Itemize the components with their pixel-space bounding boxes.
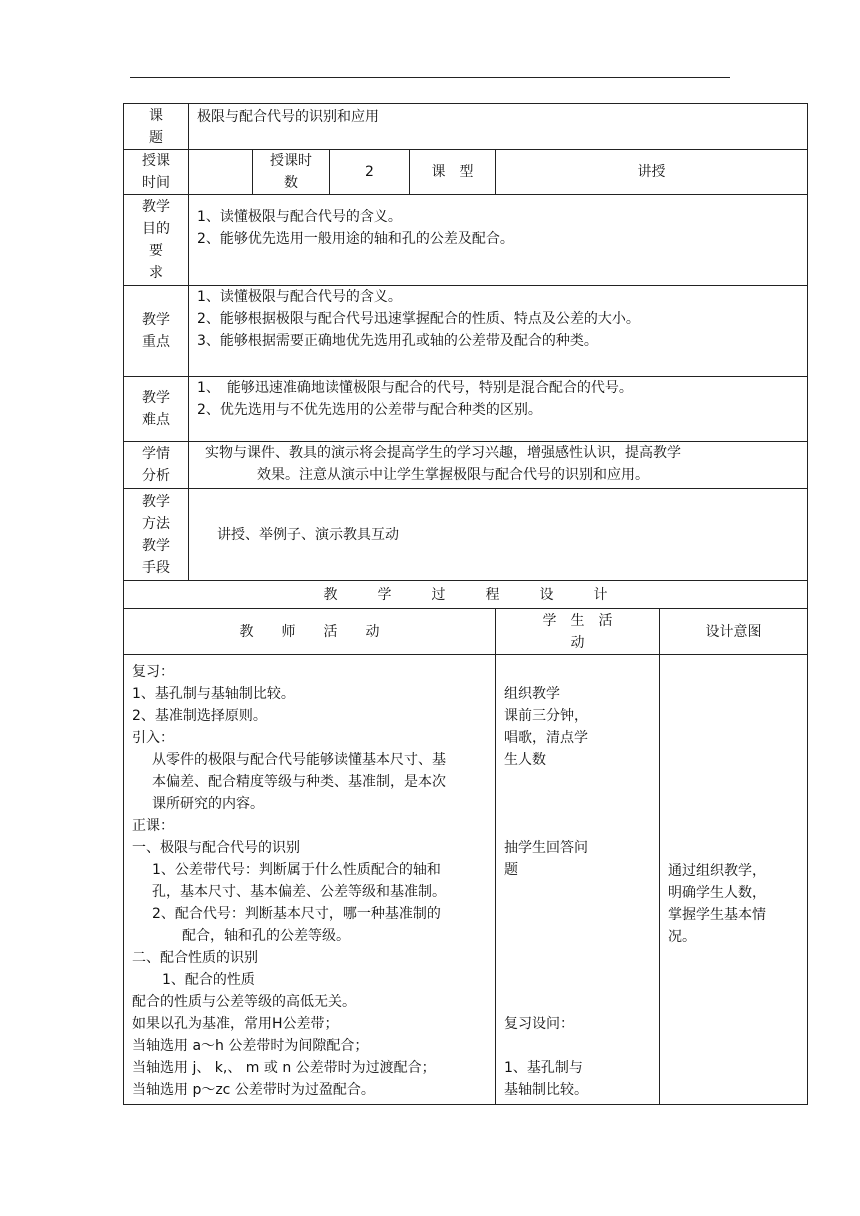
hours-label: 授课时 数 <box>253 150 330 195</box>
intent-line: 况。 <box>668 928 696 945</box>
difficulty-list <box>189 377 808 442</box>
teacher-line: 二、配合性质的识别 <box>132 949 258 966</box>
time-row <box>124 150 808 195</box>
topic-label: 课 题 <box>124 104 189 150</box>
type-value: 讲授 <box>496 150 808 195</box>
teacher-line: 当轴选用 a～h 公差带时为间隙配合； <box>132 1037 369 1054</box>
teacher-line: 1、公差带代号：判断属于什么性质配合的轴和 <box>152 861 441 878</box>
teacher-line: 1、配合的性质 <box>162 971 255 988</box>
key-item: 2、能够根据极限与配合代号迅速掌握配合的性质、特点及公差的大小。 <box>197 311 640 327</box>
goals-label: 教学 目的 要 求 <box>124 195 189 286</box>
analysis-text: 实物与课件、教具的演示将会提高学生的学习兴趣，增强感性认识，提高教学 效果。注意从演示中让学生掌握极限与配合代号的识别和应用。 <box>189 442 808 489</box>
student-activity <box>496 655 660 1105</box>
teacher-line: 一、极限与配合代号的识别 <box>132 839 300 856</box>
method-value: 讲授、举例子、演示教具互动 <box>189 489 808 581</box>
topic-row <box>124 104 808 150</box>
teacher-line: 配合，轴和孔的公差等级。 <box>182 927 350 944</box>
student-line: 基轴制比较。 <box>504 1081 588 1098</box>
goals-row <box>124 195 808 286</box>
student-line: 题 <box>504 861 518 878</box>
hours-value: 2 <box>330 150 410 195</box>
teacher-line: 本偏差、配合精度等级与种类、基准制，是本次 <box>152 773 446 790</box>
header-rule <box>130 77 730 78</box>
intent-line: 通过组织教学， <box>668 862 766 879</box>
time-label: 授课 时间 <box>124 150 189 195</box>
lesson-plan-table <box>123 103 808 1105</box>
teacher-line: 1、基孔制与基轴制比较。 <box>132 685 295 702</box>
method-row <box>124 489 808 581</box>
type-label: 课 型 <box>410 150 496 195</box>
analysis-row <box>124 442 808 489</box>
process-header-row <box>124 609 808 655</box>
key-row <box>124 286 808 377</box>
teacher-line: 复习： <box>132 663 174 680</box>
student-line: 组织教学 <box>504 685 560 702</box>
difficulty-item: 1、 能够迅速准确地读懂极限与配合的代号，特别是混合配合的代号。 <box>197 380 633 396</box>
process-title: 教 学 过 程 设 计 <box>124 581 808 609</box>
teacher-line: 2、基准制选择原则。 <box>132 707 267 724</box>
key-item: 3、能够根据需要正确地优先选用孔或轴的公差带及配合的种类。 <box>197 333 598 349</box>
method-label: 教学 方法 教学 手段 <box>124 489 189 581</box>
teacher-line: 当轴选用 j、 k,、 m 或 n 公差带时为过渡配合； <box>132 1059 436 1076</box>
student-line: 复习设问： <box>504 1015 574 1032</box>
intent-line: 掌握学生基本情 <box>668 906 766 923</box>
student-line: 课前三分钟， <box>504 707 588 724</box>
teacher-line: 引入： <box>132 729 174 746</box>
design-intent-header: 设计意图 <box>660 609 808 655</box>
time-value <box>189 150 253 195</box>
teacher-line: 2、配合代号：判断基本尺寸，哪一种基准制的 <box>152 905 441 922</box>
intent-line: 明确学生人数， <box>668 884 766 901</box>
student-block <box>504 1013 653 1035</box>
student-line: 生人数 <box>504 751 546 768</box>
teacher-activity <box>124 655 496 1105</box>
teacher-line: 从零件的极限与配合代号能够读懂基本尺寸、基 <box>152 751 446 768</box>
difficulty-label: 教学 难点 <box>124 377 189 442</box>
key-label: 教学 重点 <box>124 286 189 377</box>
difficulty-row <box>124 377 808 442</box>
process-body-row <box>124 655 808 1105</box>
goal-item: 2、能够优先选用一般用途的轴和孔的公差及配合。 <box>197 231 514 247</box>
teacher-activity-header: 教 师 活 动 <box>124 609 496 655</box>
goal-item: 1、读懂极限与配合代号的含义。 <box>197 209 402 225</box>
difficulty-item: 2、优先选用与不优先选用的公差带与配合种类的区别。 <box>197 402 542 418</box>
analysis-label: 学情 分析 <box>124 442 189 489</box>
student-line: 抽学生回答问 <box>504 839 588 856</box>
student-block <box>504 1057 653 1101</box>
teacher-line: 如果以孔为基准，常用H公差带； <box>132 1015 339 1032</box>
design-intent <box>660 655 808 1105</box>
student-block <box>504 837 653 881</box>
goals-list <box>189 195 808 286</box>
teacher-line: 配合的性质与公差等级的高低无关。 <box>132 993 356 1010</box>
teacher-line: 孔，基本尺寸、基本偏差、公差等级和基准制。 <box>152 883 446 900</box>
topic-value: 极限与配合代号的识别和应用 <box>189 104 808 150</box>
teacher-line: 课所研究的内容。 <box>152 795 264 812</box>
teacher-line: 当轴选用 p～zc 公差带时为过盈配合。 <box>132 1081 375 1098</box>
student-block <box>504 683 653 771</box>
teacher-line: 正课： <box>132 817 174 834</box>
key-list <box>189 286 808 377</box>
process-title-row <box>124 581 808 609</box>
key-item: 1、读懂极限与配合代号的含义。 <box>197 289 402 305</box>
student-activity-header: 学 生 活 动 <box>496 609 660 655</box>
student-line: 唱歌，清点学 <box>504 729 588 746</box>
student-line: 1、基孔制与 <box>504 1059 583 1076</box>
